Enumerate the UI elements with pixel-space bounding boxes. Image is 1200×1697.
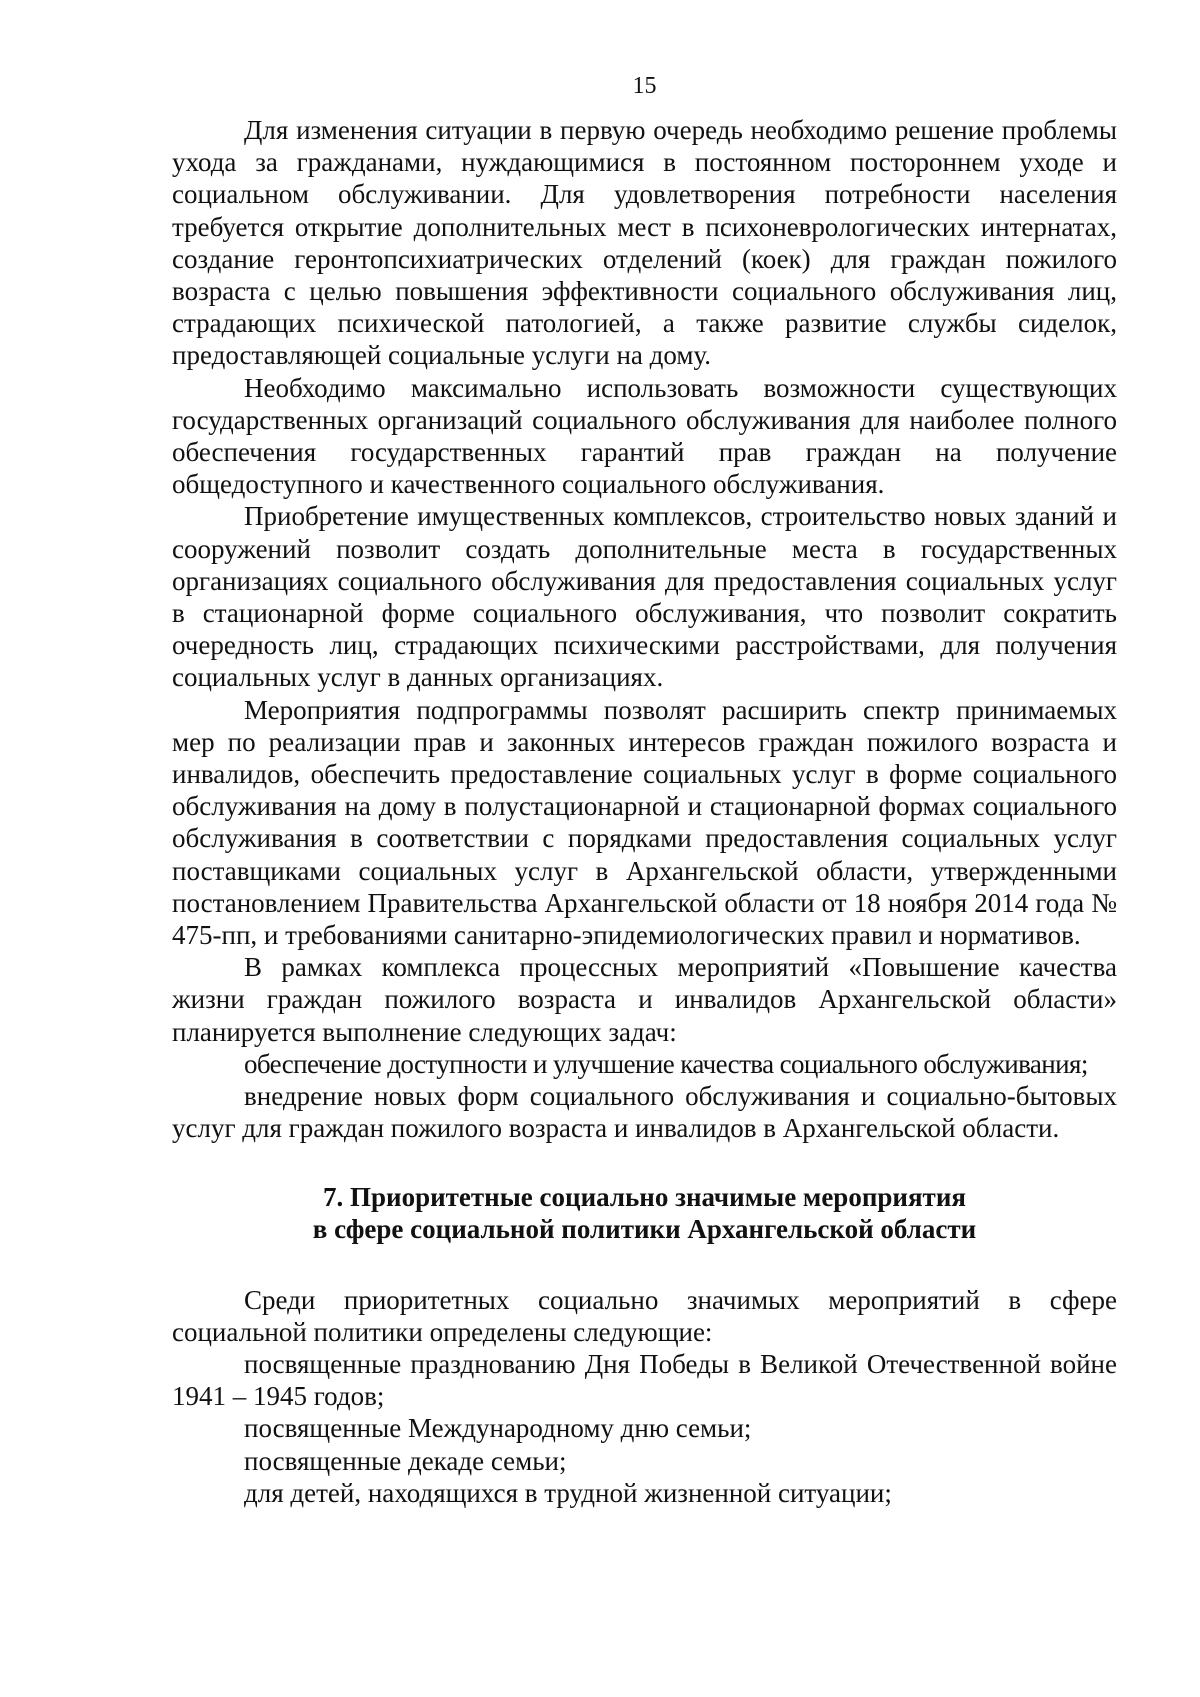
list-item-victory-day: посвященные празднованию Дня Победы в Великой Отечественной войне 1941 – 1945 годов; (172, 1348, 1117, 1412)
section-heading (172, 1181, 1117, 1246)
paragraph-subprogram-measures: Мероприятия подпрограммы позволят расширить спектр принимаемых мер по реализации прав и законных интересов граждан пожилого возраста и инвалидов, обеспечить предоставление социальных услуг в форме социального обслуживания на дому в полустационарной и стационарной формах социального обслуживания в соответствии с порядками предоставления социальных услуг поставщиками социальных услуг в Архангельской области, утвержденными постановлением Правительства Архангельской области от 18 ноября 2014 года № 475-пп, и требованиями санитарно-эпидемиологических правил и нормативов. (172, 694, 1117, 951)
list-item-family-day: посвященные Международному дню семьи; (244, 1413, 752, 1444)
document-page (172, 0, 1117, 1509)
paragraph-property-acquisition: Приобретение имущественных комплексов, строительство новых зданий и сооружений позволит создать дополнительные места в государственных организациях социального обслуживания для предоставления социальных услуг в стационарной форме социального обслуживания, что позволит сократить очередность лиц, страдающих психическими расстройствами, для получения социальных услуг в данных организациях. (172, 501, 1117, 693)
list-item-accessibility: обеспечение доступности и улучшение качества социального обслуживания; (244, 1048, 1088, 1079)
paragraph-process-measures: В рамках комплекса процессных мероприятий «Повышение качества жизни граждан пожилого возраста и инвалидов Архангельской области» планируется выполнение следующих задач: (172, 952, 1117, 1047)
page-number: 15 (632, 73, 657, 99)
paragraph-care-problem: Для изменения ситуации в первую очередь необходимо решение проблемы ухода за гражданами, нуждающимися в постоянном постороннем уходе и социальном обслуживании. Для удовлетворения потребности населения требуется открытие дополнительных мест в психоневрологических интернатах, создание геронтопсихиатрических отделений (коек) для граждан пожилого возраста с целью повышения эффективности социального обслуживания лиц, страдающих психической патологией, а также развитие службы сиделок, предоставляющей социальные услуги на дому. (172, 115, 1117, 371)
list-item-family-decade: посвященные декаде семьи; (244, 1445, 567, 1476)
list-item-new-forms: внедрение новых форм социального обслуживания и социально-бытовых услуг для граждан пожилого возраста и инвалидов в Архангельской области. (172, 1081, 1117, 1144)
section-heading-line-2: в сфере социальной политики Архангельской области (312, 1214, 977, 1244)
paragraph-priority-measures: Среди приоритетных социально значимых мероприятий в сфере социальной политики определены следующие: (172, 1284, 1117, 1347)
paragraph-existing-organizations: Необходимо максимально использовать возможности существующих государственных организаций социального обслуживания для наиболее полного обеспечения государственных гарантий прав граждан на получение общедоступного и качественного социального обслуживания. (172, 372, 1117, 500)
list-item-children-hardship: для детей, находящихся в трудной жизненной ситуации; (244, 1477, 892, 1508)
section-heading-line-1: 7. Приоритетные социально значимые мероприятия (323, 1181, 966, 1212)
